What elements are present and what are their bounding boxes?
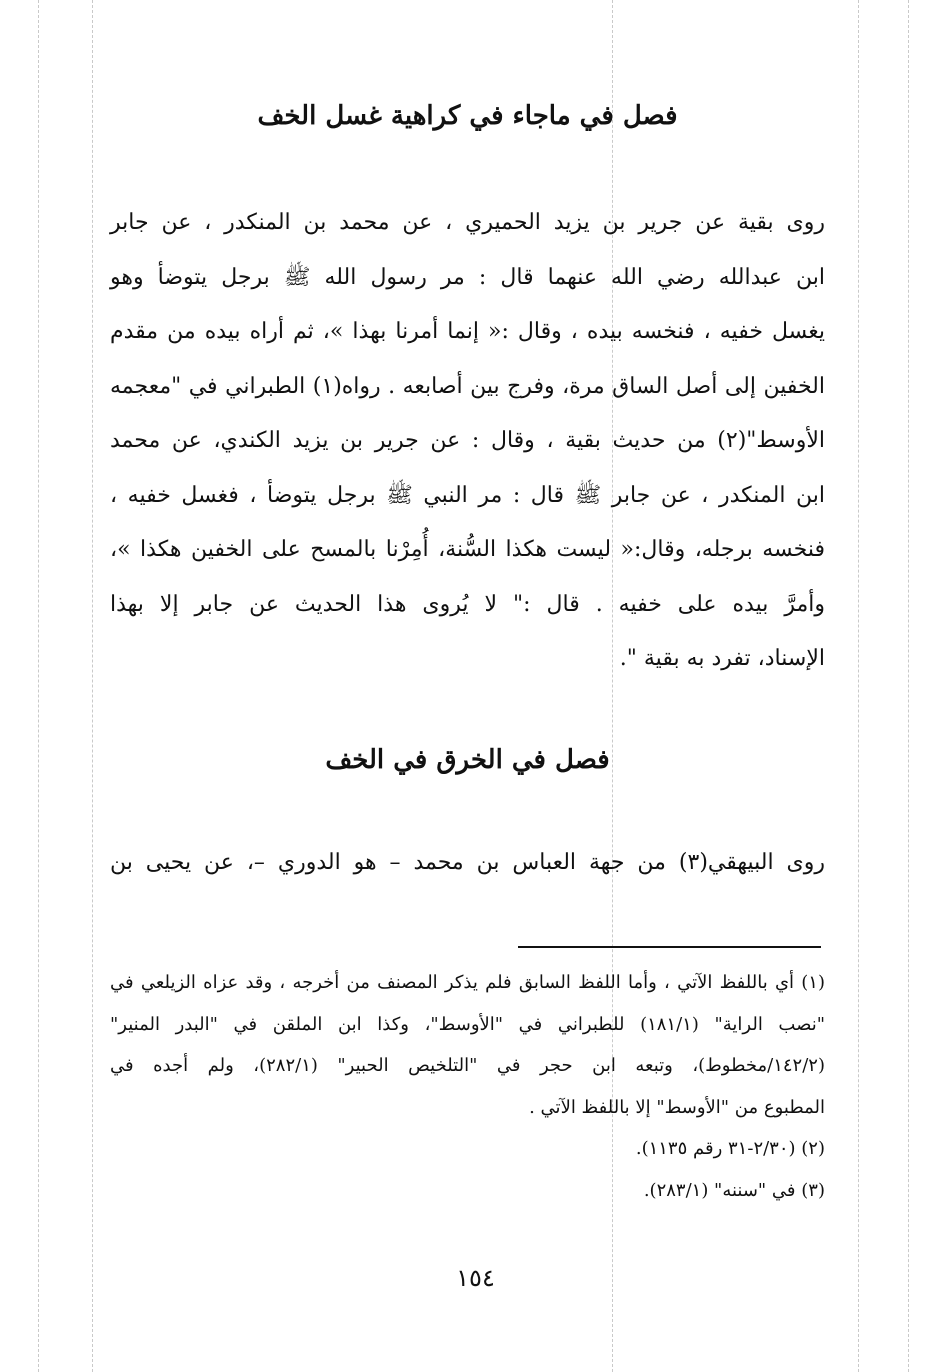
margin-guide-line (38, 0, 39, 1372)
text-line: فنخسه برجله، وقال:« ليست هكذا السُّنة، أُمِرْنا بالمسح على الخفين هكذا »، (110, 537, 825, 562)
footnote-separator (518, 946, 821, 948)
margin-guide-line (92, 0, 93, 1372)
text-line: ابن عبدالله رضي الله عنهما قال : مر رسول الله ﷺ برجل يتوضأ وهو (110, 264, 825, 290)
margin-guide-line (908, 0, 909, 1372)
page-number: ١٥٤ (456, 1264, 495, 1292)
text-line: الأوسط"(٢) من حديث بقية ، وقال : عن جرير بن يزيد الكندي، عن محمد (110, 428, 825, 453)
text-line: ابن المنكدر ، عن جابر ﷺ قال : مر النبي ﷺ برجل يتوضأ ، فغسل خفيه ، (110, 482, 825, 508)
margin-guide-line (858, 0, 859, 1372)
section-2-paragraph (110, 836, 825, 891)
section-title-2: فصل في الخرق في الخف (325, 745, 610, 775)
text-line: الخفين إلى أصل الساق مرة، وفرج بين أصابعه . رواه(١) الطبراني في "معجمه (110, 373, 825, 399)
footnote-line: (٣) في "سننه" (٢٨٣/١). (643, 1179, 825, 1201)
footnote-line: (١٤٢/٢/مخطوط)، وتبعه ابن حجر في "التلخيص الحبير" (٢٨٢/١)، ولم أجده في (110, 1055, 825, 1076)
footnotes (110, 962, 825, 1211)
footnote-line: (١) أي باللفظ الآتي ، وأما اللفظ السابق فلم يذكر المصنف من أخرجه ، وقد عزاه الزيلعي في (110, 972, 825, 993)
footnote-line: المطبوع من "الأوسط" إلا باللفظ الآتي . (529, 1096, 825, 1118)
text-line: روى بقية عن جرير بن يزيد الحميري ، عن محمد بن المنكدر ، عن جابر (110, 210, 825, 235)
text-line: يغسل خفيه ، فنخسه بيده ، وقال :« إنما أمرنا بهذا »، ثم أراه بيده من مقدم (110, 319, 825, 344)
text-line: روى البيهقي(٣) من جهة العباس بن محمد – هو الدوري –، عن يحيى بن (110, 850, 825, 875)
footnote-line: "نصب الراية" (١٨١/١) للطبراني في "الأوسط"، وكذا ابن الملقن في "البدر المنير" (110, 1013, 825, 1035)
text-line: وأمرَّ بيده على خفيه . قال :" لا يُروى هذا الحديث عن جابر إلا بهذا (110, 591, 825, 617)
section-title-1: فصل في ماجاء في كراهية غسل الخف (257, 101, 678, 131)
section-1-paragraph (110, 196, 825, 687)
footnote-line: (٢) (٢/٣٠-٣١ رقم ١١٣٥). (635, 1138, 825, 1159)
text-line: الإسناد، تفرد به بقية ". (619, 646, 825, 671)
